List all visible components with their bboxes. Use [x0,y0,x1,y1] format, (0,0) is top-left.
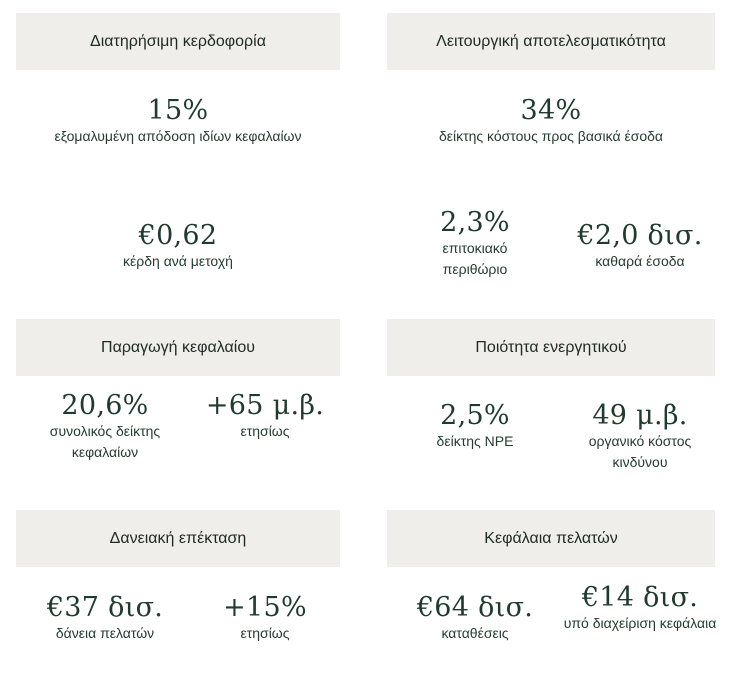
metric-value: €0,62 [138,220,218,251]
metric-cost-of-risk [560,401,720,473]
metric-value: 2,3% [440,207,510,238]
section-header-profitability [16,13,340,70]
section-title: Δανειακή επέκταση [109,529,247,547]
section-header-client-funds [387,510,715,567]
metric-label: εξομαλυμένη απόδοση ιδίων κεφαλαίων [54,128,302,144]
metric-label: δείκτης κόστους προς βασικά έσοδα [438,128,664,144]
metric-eps [16,221,340,272]
metric-net-revenue [560,221,720,272]
metric-value: 20,6% [61,390,149,421]
metric-label: δάνεια πελατών [55,625,155,641]
metric-roe [16,96,340,147]
metric-value: €14 δισ. [581,582,699,613]
section-title: Κεφάλαια πελατών [484,529,618,547]
section-title: Διατηρήσιμη κερδοφορία [90,32,266,50]
section-header-efficiency [387,13,715,70]
metric-label: καθαρά έσοδα [595,253,685,269]
metric-value: €2,0 δισ. [577,220,703,251]
section-title: Λειτουργική αποτελεσματικότητα [436,32,666,50]
metric-npe-ratio [410,401,540,452]
metric-loan-growth [195,593,335,644]
metric-loans [30,593,180,644]
metric-total-capital-ratio [30,391,180,463]
metric-capital-change [195,391,335,442]
metric-aum [562,583,718,634]
metric-value: +65 μ.β. [205,390,325,421]
metric-value: €37 δισ. [46,592,164,623]
metric-label: οργανικό κόστος κινδύνου [588,433,692,470]
metric-label: συνολικός δείκτης κεφαλαίων [49,423,161,460]
section-header-lending [16,510,340,567]
metric-label: ετησίως [240,625,290,641]
metric-label: ετησίως [240,423,290,439]
metric-label: καταθέσεις [441,625,509,641]
metric-value: +15% [223,592,307,623]
metric-deposits [405,593,545,644]
metric-nim [420,208,530,280]
metric-value: 49 μ.β. [592,400,688,431]
metric-value: 2,5% [440,400,510,431]
metric-label: υπό διαχείριση κεφάλαια [563,615,717,631]
metric-label: κέρδη ανά μετοχή [123,253,233,269]
metric-cost-income [387,96,715,147]
metric-value: 34% [520,95,582,126]
metric-value: 15% [147,95,209,126]
section-header-capital [16,319,340,376]
section-header-asset-quality [387,319,715,376]
section-title: Ποιότητα ενεργητικού [475,338,627,356]
metric-label: επιτοκιακό περιθώριο [442,240,508,277]
section-title: Παραγωγή κεφαλαίου [101,338,255,356]
metric-label: δείκτης NPE [436,433,514,449]
metric-value: €64 δισ. [416,592,534,623]
